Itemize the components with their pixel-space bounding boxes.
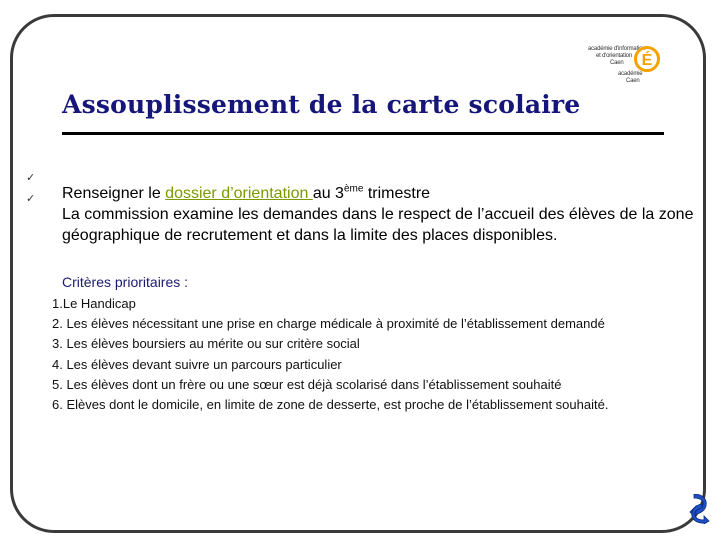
check-icon: ✓	[26, 193, 36, 205]
bullet-text: trimestre	[363, 185, 431, 202]
bullet-list	[62, 183, 712, 246]
criteria-item: 3. Les élèves boursiers au mérite ou sur critère social	[52, 336, 360, 352]
criteria-item: 6. Elèves dont le domicile, en limite de zone de desserte, est proche de l’établissement souhaité.	[52, 397, 609, 413]
logo-e-icon	[634, 40, 660, 74]
criteria-item: 2. Les élèves nécessitant une prise en charge médicale à proximité de l’établissement demandé	[52, 316, 605, 332]
title-underline	[62, 132, 664, 135]
criteria-title: Critères prioritaires :	[62, 274, 189, 290]
criteria-list	[52, 294, 712, 415]
bullet-commission: La commission examine les demandes dans le respect de l’accueil des élèves de la zone géographique de recrutement et dans la limite des places disponibles.	[62, 206, 694, 244]
logo-line-1: académie d'information	[588, 46, 646, 52]
criteria-item: 4. Les élèves devant suivre un parcours particulier	[52, 356, 342, 372]
academie-logo	[588, 38, 664, 90]
dossier-orientation-link[interactable]: dossier d’orientation	[165, 185, 313, 202]
bullet-text: au 3	[312, 185, 344, 202]
superscript: ème	[343, 183, 364, 195]
check-icon: ✓	[26, 172, 36, 184]
logo-line-4: académie	[618, 71, 643, 77]
criteria-item: 1.Le Handicap	[52, 296, 136, 311]
logo-line-3: Caen	[610, 60, 624, 66]
criteria-item: 5. Les élèves dont un frère ou une sœur est déjà scolarisé dans l’établissement souhaité	[52, 376, 562, 392]
return-arrow-icon[interactable]	[688, 494, 710, 524]
bullet-dossier	[62, 183, 712, 204]
logo-line-5: Caen	[626, 78, 640, 84]
slide-title: Assouplissement de la carte scolaire	[62, 90, 581, 119]
logo-line-2: et d'orientation	[596, 53, 632, 59]
bullet-text: Renseigner le	[62, 185, 166, 202]
logo-letter: É	[641, 52, 653, 69]
